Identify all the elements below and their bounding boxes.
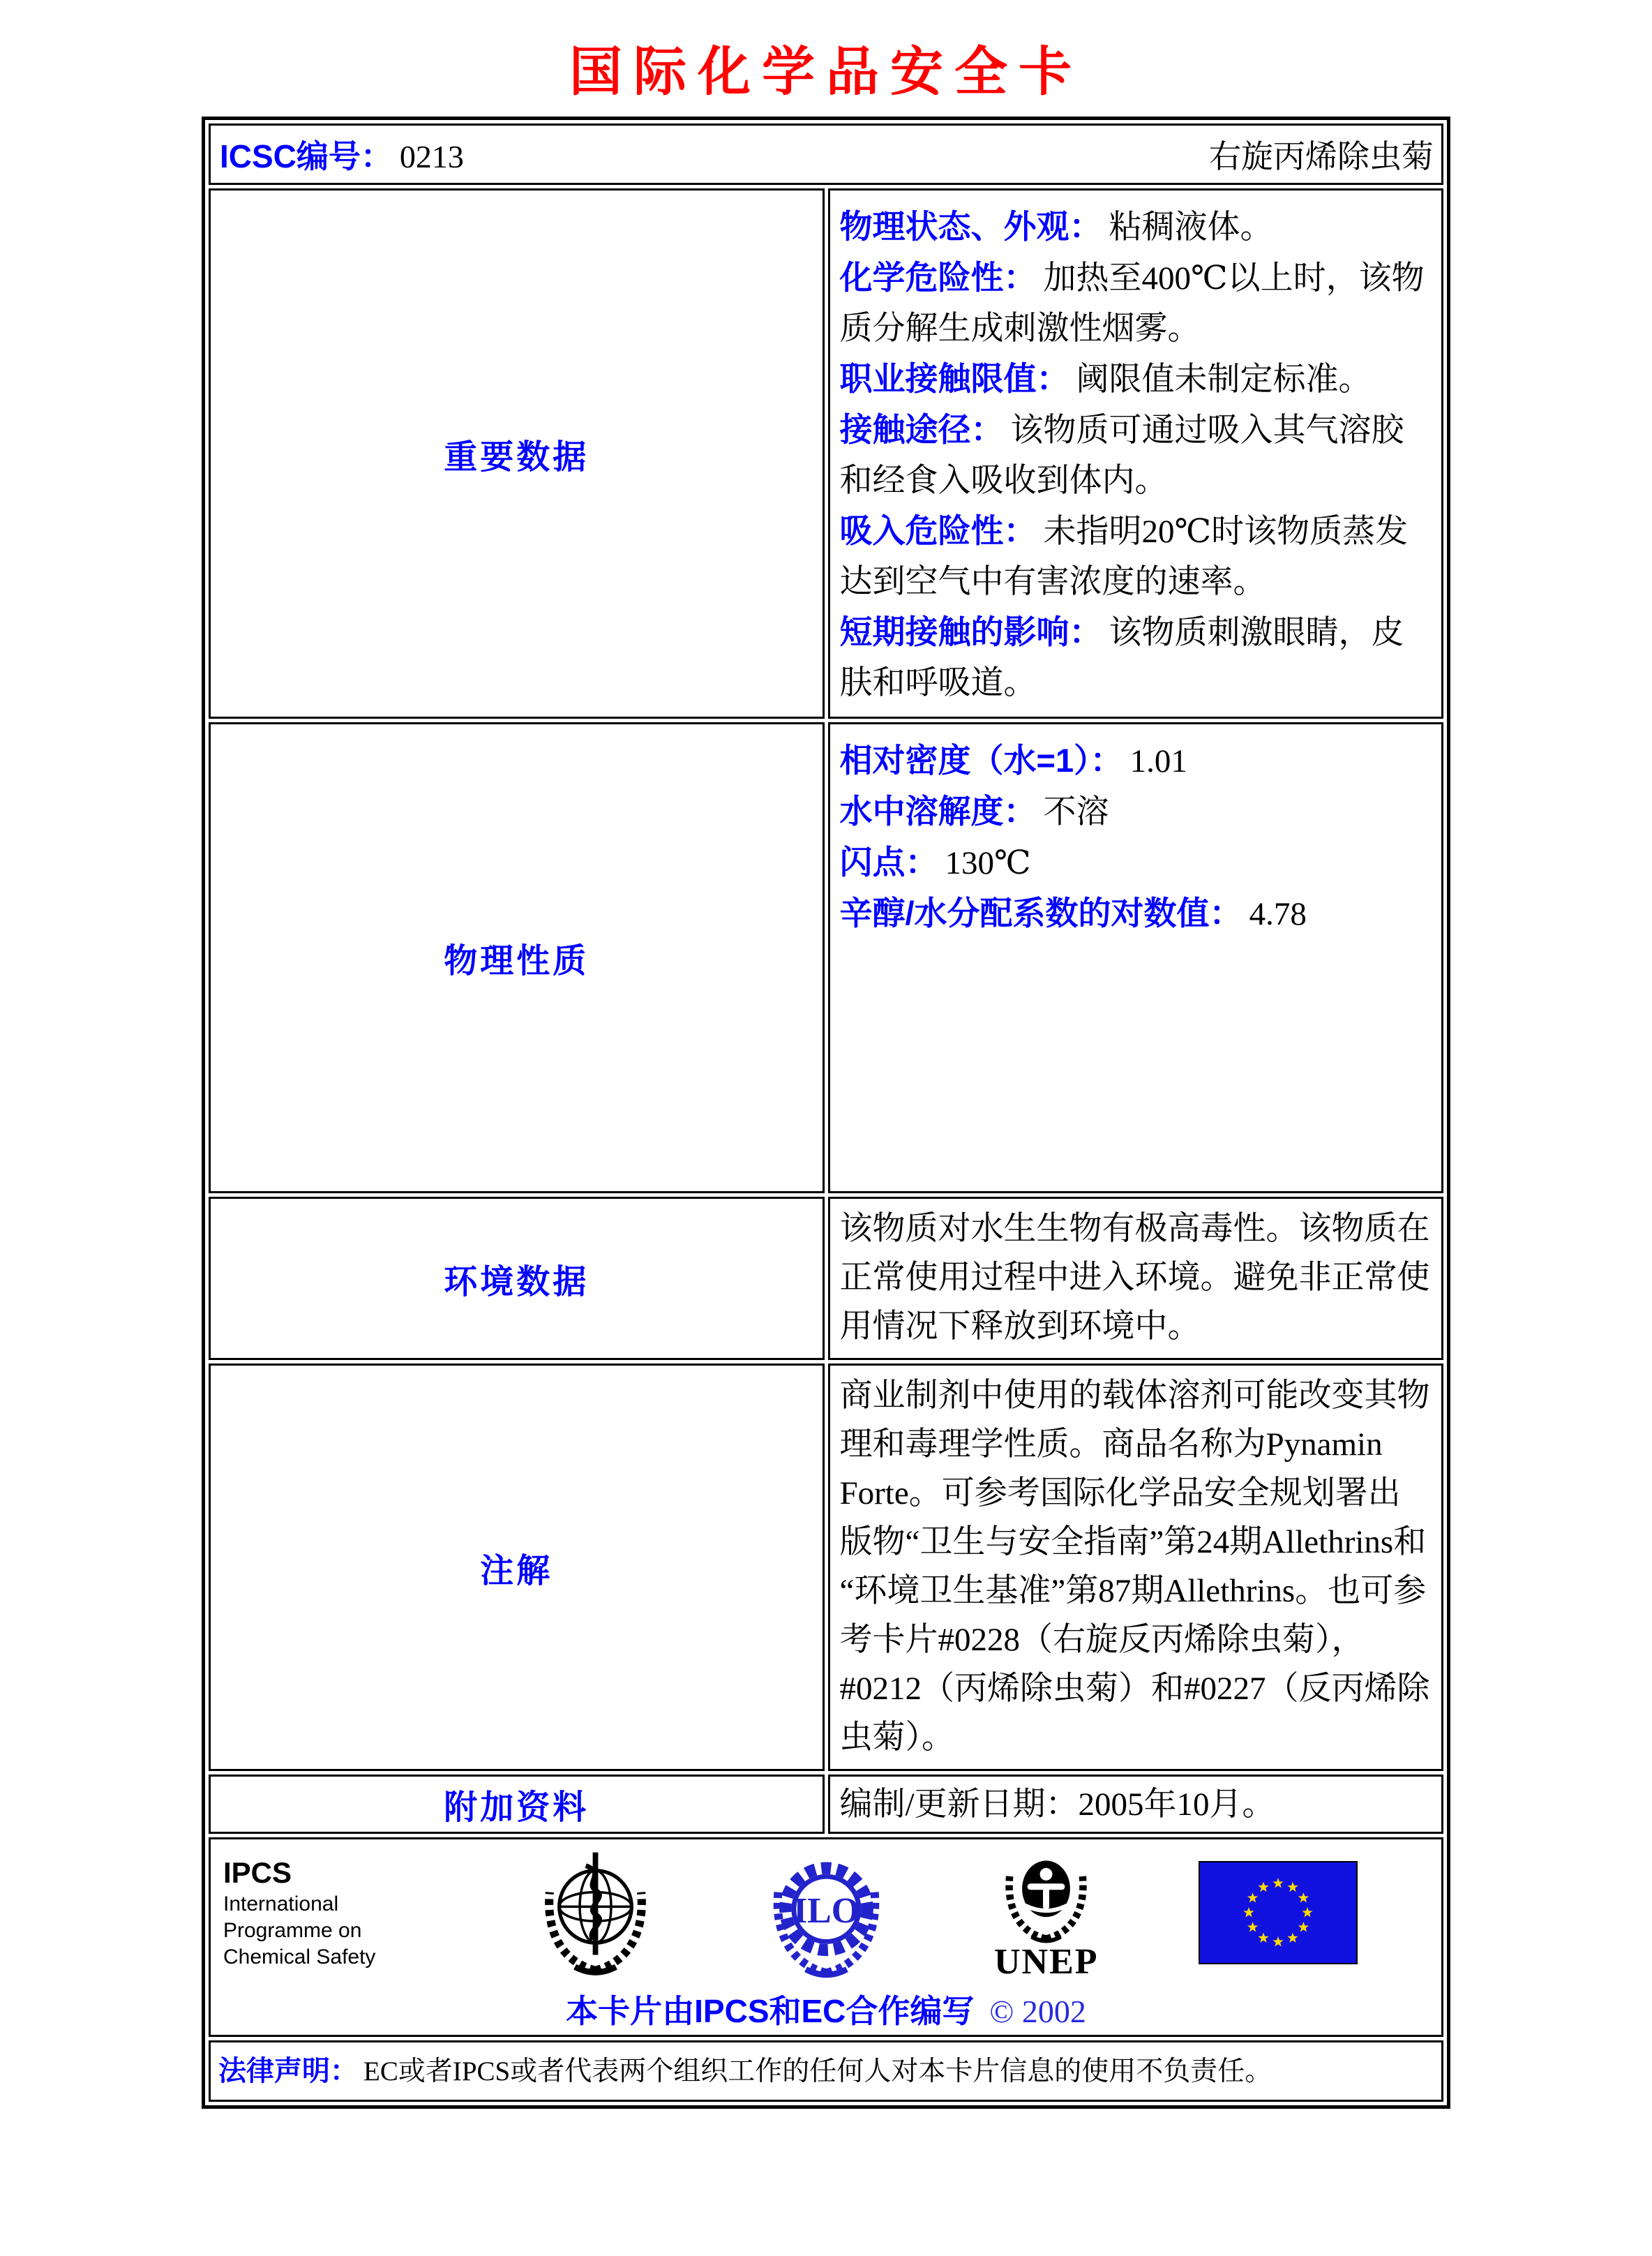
- section-label-physical-properties: 物理性质: [209, 722, 825, 1193]
- svg-text:ILO: ILO: [793, 1890, 859, 1931]
- property-line: [840, 506, 1434, 607]
- field-label: 短期接触的影响：: [839, 613, 1102, 650]
- eu-flag-icon: [1199, 1861, 1358, 1964]
- logos-cell: [209, 1837, 1443, 2037]
- header-cell: [209, 124, 1443, 185]
- unep-logo-icon: [989, 1845, 1104, 1944]
- field-value: 130℃: [945, 845, 1031, 881]
- environmental-data-row: [209, 1197, 1443, 1360]
- property-line: [840, 837, 1434, 888]
- field-value: 1.01: [1129, 743, 1187, 779]
- section-label-notes: 注解: [209, 1364, 825, 1771]
- ipcs-line: Chemical Safety: [223, 1945, 376, 1969]
- property-line: [840, 607, 1434, 708]
- field-value: 该物质可通过吸入其气溶胶和经食入吸收到体内。: [839, 412, 1404, 499]
- ilo-logo-icon: [758, 1846, 894, 1979]
- property-line: [840, 202, 1434, 253]
- field-label: 吸入危险性：: [839, 512, 1037, 549]
- property-line: [840, 735, 1434, 786]
- field-value: 未指明20℃时该物质蒸发达到空气中有害浓度的速率。: [839, 514, 1409, 600]
- icsc-card-page: [0, 29, 1652, 2256]
- caption-text: 本卡片由IPCS和EC合作编写: [566, 1993, 975, 2029]
- unep-logo-block: [989, 1845, 1104, 1980]
- legal-notice-row: [209, 2040, 1443, 2102]
- field-value: 该物质刺激眼睛，皮肤和呼吸道。: [839, 615, 1404, 701]
- chemical-name: 右旋丙烯除虫菊: [1209, 139, 1434, 174]
- copyright-text: © 2002: [989, 1994, 1086, 2029]
- field-label: 化学危险性：: [839, 259, 1037, 296]
- notes-row: [209, 1364, 1443, 1771]
- physical-properties-content: [828, 722, 1444, 1193]
- important-data-row: [209, 188, 1443, 719]
- logo-strip: [211, 1845, 1441, 1980]
- unep-wordmark: UNEP: [993, 1942, 1099, 1982]
- notes-content: 商业制剂中使用的载体溶剂可能改变其物理和毒理学性质。商品名称为Pynamin Forte。可参考国际化学品安全规划署出版物“卫生与安全指南”第24期Allethrins和“环境卫生基准”第87期Allethrins。也可参考卡片#0228（右旋反丙烯除虫菊），#0212（丙烯除虫菊）和#0227（反丙烯除虫菊）。: [828, 1364, 1444, 1771]
- section-label-environmental-data: 环境数据: [209, 1197, 825, 1360]
- field-label: 物理状态、外观：: [839, 208, 1102, 245]
- field-label: 相对密度（水=1）：: [839, 742, 1123, 779]
- section-label-additional-info: 附加资料: [209, 1775, 825, 1834]
- page-title: 国际化学品安全卡: [569, 43, 1083, 102]
- cooperation-caption: [211, 1986, 1441, 2032]
- field-label: 水中溶解度：: [839, 793, 1037, 830]
- additional-info-row: [209, 1775, 1443, 1834]
- icsc-number-label: ICSC编号：: [220, 138, 393, 174]
- ipcs-acronym: IPCS: [223, 1856, 292, 1889]
- property-line: [840, 253, 1434, 354]
- additional-info-content: 编制/更新日期：2005年10月。: [828, 1775, 1444, 1834]
- icsc-card-table: [202, 117, 1450, 2109]
- physical-properties-row: [209, 722, 1443, 1193]
- field-value: 粘稠液体。: [1109, 209, 1273, 246]
- icsc-number-value: 0213: [399, 139, 464, 174]
- header-row: [209, 124, 1443, 185]
- section-label-important-data: 重要数据: [209, 188, 825, 719]
- ipcs-line: International: [223, 1892, 339, 1915]
- field-value: 4.78: [1249, 896, 1307, 932]
- property-line: [840, 354, 1434, 405]
- field-label: 职业接触限值：: [839, 360, 1069, 397]
- field-value: 加热至400℃以上时，该物质分解生成刺激性烟雾。: [839, 260, 1425, 347]
- field-label: 接触途径：: [839, 411, 1004, 448]
- field-value: 阈限值未制定标准。: [1076, 361, 1372, 398]
- who-logo-icon: [527, 1846, 663, 1979]
- property-line: [840, 405, 1434, 506]
- ipcs-text-block: [223, 1855, 433, 1971]
- field-label: 闪点：: [839, 844, 938, 881]
- legal-text: EC或者IPCS或者代表两个组织工作的任何人对本卡片信息的使用不负责任。: [363, 2056, 1272, 2086]
- icsc-number: [220, 131, 464, 177]
- environmental-data-content: 该物质对水生生物有极高毒性。该物质在正常使用过程中进入环境。避免非正常使用情况下释放到环境中。: [828, 1197, 1444, 1360]
- important-data-content: [828, 188, 1444, 719]
- ipcs-line: Programme on: [223, 1919, 362, 1942]
- legal-notice-cell: [209, 2040, 1443, 2102]
- property-line: [840, 786, 1434, 837]
- field-value: 不溶: [1043, 794, 1109, 830]
- logos-row: [209, 1837, 1443, 2037]
- legal-label: 法律声明：: [218, 2055, 358, 2086]
- property-line: [840, 888, 1434, 939]
- field-label: 辛醇/水分配系数的对数值：: [839, 895, 1242, 932]
